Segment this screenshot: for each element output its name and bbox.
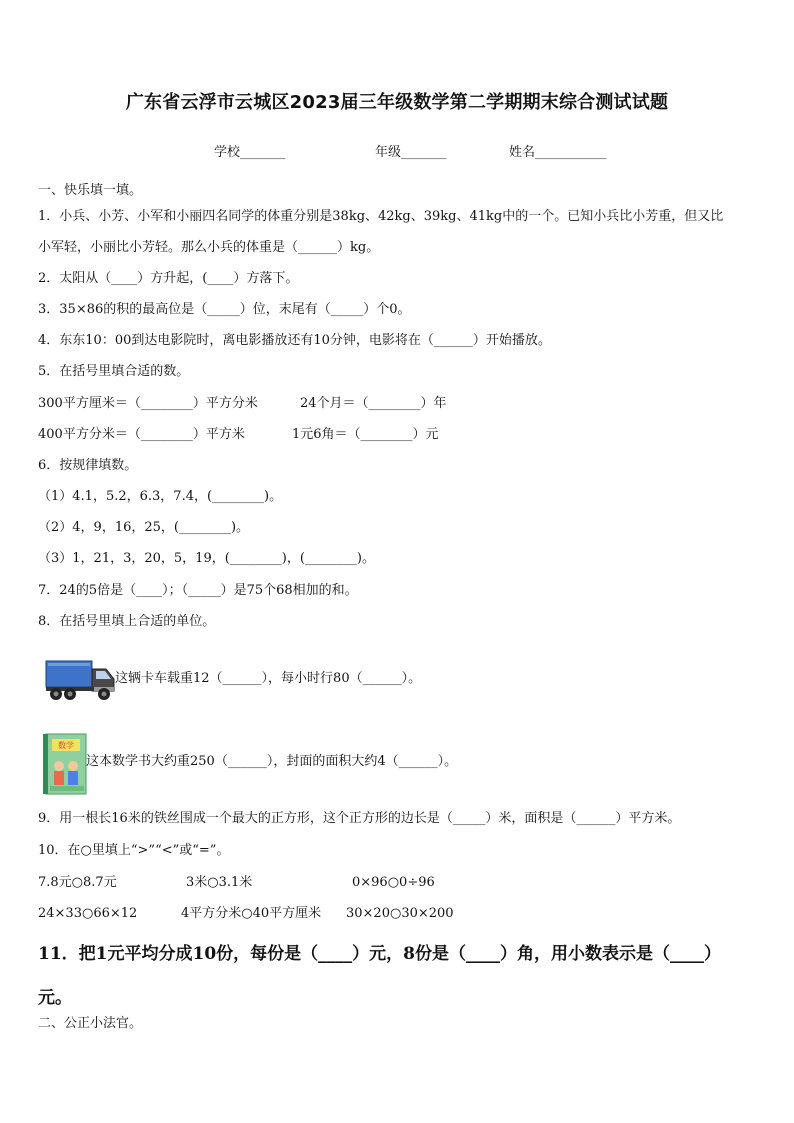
compare-item: 4平方分米○40平方厘米 xyxy=(181,906,322,921)
question-7: 7．24的5倍是（____）；（_____）是75个68相加的和。 xyxy=(38,583,358,598)
compare-item: 30×20○30×200 xyxy=(346,906,454,921)
name-field[interactable]: 姓名___________ xyxy=(509,145,607,160)
question-6-part-2: （2）4，9，16，25，(________)。 xyxy=(38,520,250,535)
question-5: 5．在括号里填合适的数。 xyxy=(38,364,190,379)
question-5-row-1-left: 300平方厘米＝（________）平方分米 xyxy=(38,396,258,411)
question-6-part-1: （1）4.1，5.2，6.3，7.4，(________)。 xyxy=(38,489,283,504)
grade-field[interactable]: 年级_______ xyxy=(375,145,447,160)
question-9: 9．用一根长16米的铁丝围成一个最大的正方形，这个正方形的边长是（_____）米，面积是（______）平方米。 xyxy=(38,811,681,826)
question-8-truck: 这辆卡车载重12（______），每小时行80（______）。 xyxy=(115,671,422,686)
compare-item: 3米○3.1米 xyxy=(186,875,253,890)
question-4: 4．东东10：00到达电影院时，离电影播放还有10分钟，电影将在（______）开始播放。 xyxy=(38,333,551,348)
question-5-row-1-right: 24个月＝（________）年 xyxy=(300,396,447,411)
question-11-line-2: 元。 xyxy=(38,988,72,1008)
question-1-line-1: 1．小兵、小芳、小军和小丽四名同学的体重分别是38kg、42kg、39kg、41kg中的一个。已知小兵比小芳重，但又比 xyxy=(38,209,724,224)
book-cover-title: 数学 xyxy=(58,741,74,750)
question-6-part-3: （3）1，21，3，20，5，19，(________)，(________)。 xyxy=(38,551,375,566)
question-11-line-1: 11．把1元平均分成10份，每份是（____）元，8份是（____）角，用小数表示是（____） xyxy=(38,944,721,964)
school-field[interactable]: 学校_______ xyxy=(214,145,286,160)
compare-item: 24×33○66×12 xyxy=(38,906,138,921)
question-5-row-2-right: 1元6角＝（________）元 xyxy=(292,427,439,442)
question-10: 10．在○里填上“>”“<”或“=”。 xyxy=(38,843,230,858)
compare-item: 0×96○0÷96 xyxy=(352,875,435,890)
question-8-book: 这本数学书大约重250（______），封面的面积大约4（______）。 xyxy=(86,754,458,769)
question-3: 3．35×86的积的最高位是（_____）位，末尾有（_____）个0。 xyxy=(38,302,411,317)
question-5-row-2-left: 400平方分米＝（________）平方米 xyxy=(38,427,245,442)
question-6: 6．按规律填数。 xyxy=(38,458,138,473)
question-8: 8．在括号里填上合适的单位。 xyxy=(38,614,216,629)
section-1-heading: 一、快乐填一填。 xyxy=(38,183,143,198)
truck-image xyxy=(44,655,116,703)
question-2: 2．太阳从（____）方升起，(____）方落下。 xyxy=(38,271,299,286)
compare-item: 7.8元○8.7元 xyxy=(38,875,117,890)
question-1-line-2: 小军轻，小丽比小芳轻。那么小兵的体重是（______）kg。 xyxy=(38,240,380,255)
section-2-heading: 二、公正小法官。 xyxy=(38,1016,143,1031)
math-book-image xyxy=(42,733,88,795)
page-title: 广东省云浮市云城区2023届三年级数学第二学期期末综合测试试题 xyxy=(125,92,669,113)
